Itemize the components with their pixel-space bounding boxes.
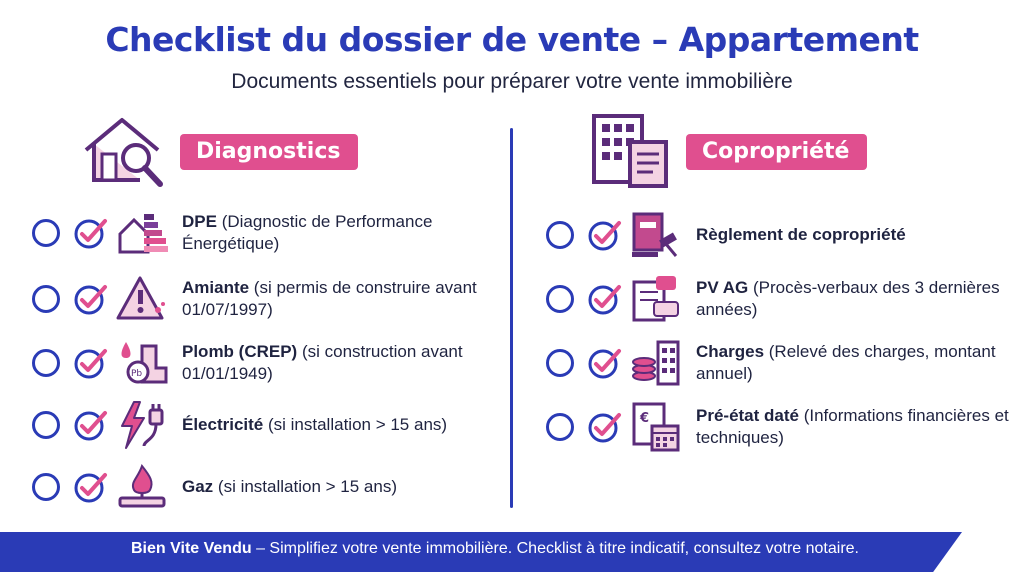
gas-flame-icon xyxy=(116,462,168,512)
item-detail: (si installation > 15 ans) xyxy=(263,415,448,434)
item-detail: (si construction avant 01/01/1949) xyxy=(182,342,463,383)
circle-check-icon[interactable] xyxy=(588,218,622,252)
item-detail: (si permis de construire avant 01/07/1997) xyxy=(182,278,477,319)
asbestos-warning-icon xyxy=(116,274,168,324)
empty-checkbox[interactable] xyxy=(32,285,60,313)
empty-checkbox[interactable] xyxy=(546,413,574,441)
diagnostics-header xyxy=(80,114,370,170)
rulebook-gavel-icon xyxy=(630,210,682,260)
empty-checkbox[interactable] xyxy=(32,349,60,377)
item-name: Plomb (CREP) xyxy=(182,342,298,361)
circle-check-icon[interactable] xyxy=(74,346,108,380)
svg-text:€: € xyxy=(640,411,650,426)
circle-check-icon[interactable] xyxy=(588,282,622,316)
building-document-icon xyxy=(590,112,680,192)
item-name: Règlement de copropriété xyxy=(696,225,906,244)
empty-checkbox[interactable] xyxy=(546,349,574,377)
coins-building-icon xyxy=(630,338,682,388)
circle-check-icon[interactable] xyxy=(74,216,108,250)
empty-checkbox[interactable] xyxy=(546,221,574,249)
empty-checkbox[interactable] xyxy=(32,411,60,439)
checklist-item xyxy=(546,210,1006,260)
euro-calendar-icon xyxy=(630,402,682,452)
item-detail: (si installation > 15 ans) xyxy=(213,477,397,496)
item-name: Pré-état daté xyxy=(696,406,799,425)
electric-plug-icon xyxy=(116,400,168,450)
footer-text xyxy=(0,540,990,558)
column-divider xyxy=(510,128,513,508)
page-subtitle: Documents essentiels pour préparer votre vente immobilière xyxy=(231,70,793,93)
item-name: Charges xyxy=(696,342,765,361)
footer-brand: Bien Vite Vendu xyxy=(131,540,252,557)
item-detail: (Procès-verbaux des 3 dernières années) xyxy=(696,278,1000,319)
item-name: DPE xyxy=(182,212,217,231)
checklist-item xyxy=(546,274,1006,324)
item-name: PV AG xyxy=(696,278,749,297)
lead-pipe-icon xyxy=(116,338,168,388)
item-name: Gaz xyxy=(182,477,214,496)
checklist-item xyxy=(32,208,502,258)
diagnostics-label: Diagnostics xyxy=(180,134,358,170)
item-detail: (Diagnostic de Performance Énergétique) xyxy=(182,212,433,253)
circle-check-icon[interactable] xyxy=(74,470,108,504)
checklist-item xyxy=(546,402,1009,452)
empty-checkbox[interactable] xyxy=(546,285,574,313)
checklist-item xyxy=(546,338,1006,388)
footer-note: – Simplifiez votre vente immobilière. Checklist à titre indicatif, consultez votre notaire. xyxy=(251,540,859,557)
circle-check-icon[interactable] xyxy=(74,282,108,316)
meeting-minutes-icon xyxy=(630,274,682,324)
copropriete-label: Copropriété xyxy=(686,134,867,170)
empty-checkbox[interactable] xyxy=(32,219,60,247)
checklist-item xyxy=(32,274,502,324)
circle-check-icon[interactable] xyxy=(74,408,108,442)
item-detail: (Informations financières et techniques) xyxy=(696,406,1009,447)
item-detail: (Relevé des charges, montant annuel) xyxy=(696,342,996,383)
item-name: Électricité xyxy=(182,415,264,434)
empty-checkbox[interactable] xyxy=(32,473,60,501)
checklist-item xyxy=(32,400,502,450)
copropriete-header xyxy=(590,114,880,170)
svg-text:Pb: Pb xyxy=(131,369,143,379)
circle-check-icon[interactable] xyxy=(588,346,622,380)
energy-label-icon xyxy=(116,208,168,258)
house-search-icon xyxy=(80,112,170,192)
checklist-item xyxy=(32,462,502,512)
item-name: Amiante xyxy=(182,278,250,297)
circle-check-icon[interactable] xyxy=(588,410,622,444)
checklist-item xyxy=(32,338,502,388)
page-title: Checklist du dossier de vente – Appartement xyxy=(105,20,919,59)
